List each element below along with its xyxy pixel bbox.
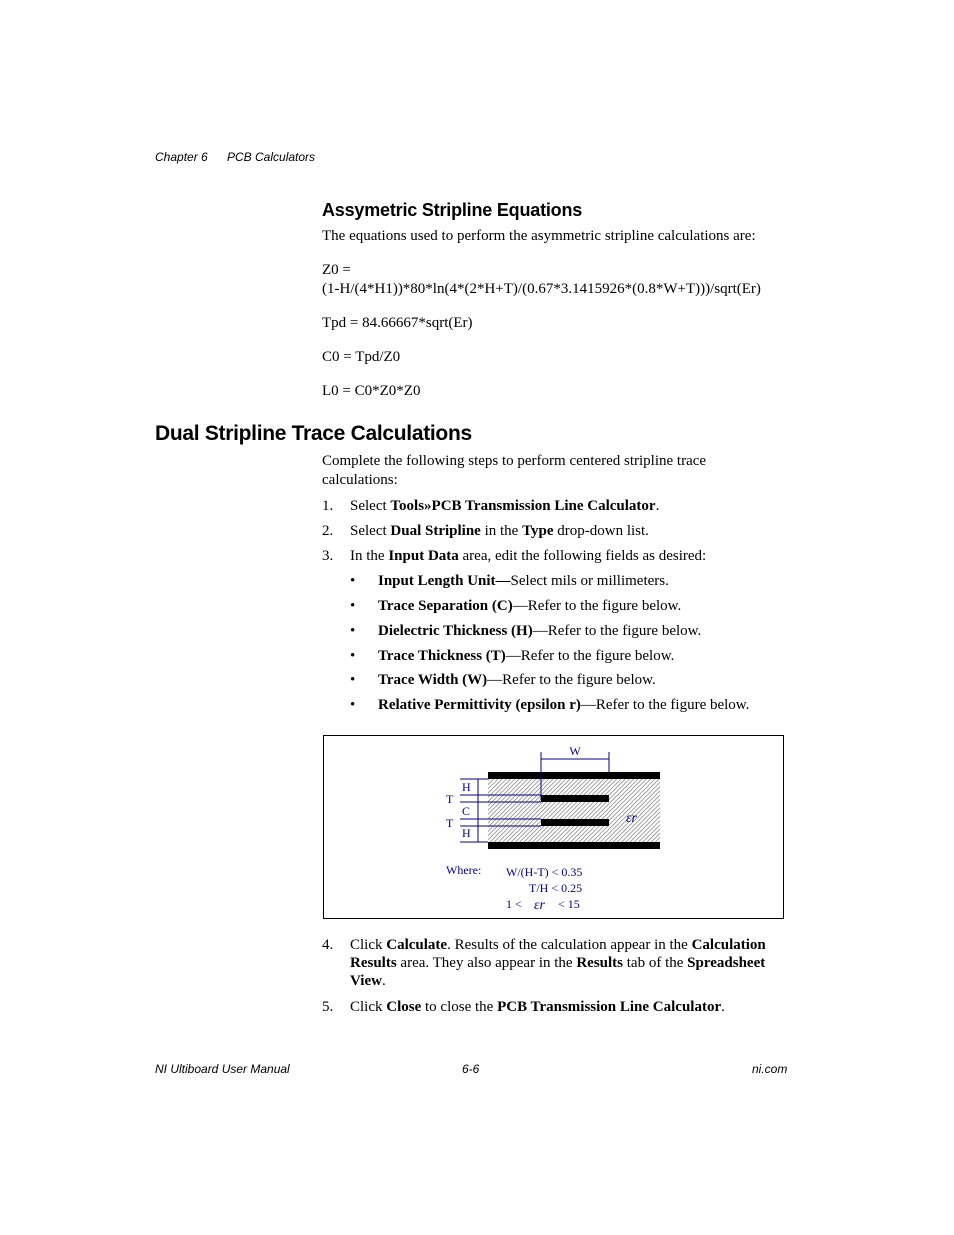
bullet-dot: • [350, 648, 356, 664]
bottom-ground-plane [488, 842, 660, 849]
view-name: View [350, 973, 382, 989]
button-name: Close [386, 999, 422, 1015]
bullet-dot: • [350, 697, 356, 713]
step-text: Click [350, 937, 387, 953]
step-text: to close the [421, 999, 498, 1015]
condition-er-lower: 1 < [506, 897, 522, 911]
equation-c0: C0 = Tpd/Z0 [322, 349, 401, 365]
bullet-label: Input Length Unit— [378, 573, 511, 589]
step-text: Select [350, 498, 391, 514]
equation-l0: L0 = C0*Z0*Z0 [322, 383, 421, 399]
top-ground-plane [488, 772, 660, 779]
bullet-dot: • [350, 672, 356, 688]
bullet-text: —Refer to the figure below. [505, 648, 675, 664]
label-h-top: H [462, 780, 471, 794]
menu-path: Tools»PCB Transmission Line Calculator [390, 498, 656, 514]
footer-manual-title: NI Ultiboard User Manual [155, 1062, 290, 1076]
step-text: area. They also appear in the [396, 955, 577, 971]
dialog-name: PCB Transmission Line Calculator [497, 999, 722, 1015]
step-text: tab of the [623, 955, 688, 971]
area-name: Input Data [388, 548, 459, 564]
footer-website: ni.com [752, 1062, 788, 1076]
step-4 [322, 936, 784, 996]
bullet-label: Trace Width (W) [378, 672, 488, 688]
section-heading-dual-stripline: Dual Stripline Trace Calculations [155, 422, 472, 445]
bullet-dot: • [350, 573, 356, 589]
dual-stripline-diagram [324, 736, 783, 918]
button-name: Calculate [386, 937, 448, 953]
equation-tpd: Tpd = 84.66667*sqrt(Er) [322, 315, 473, 331]
label-w: W [569, 744, 581, 758]
step-text: Click [350, 999, 387, 1015]
step-text: drop-down list. [553, 523, 649, 539]
equation-z0-label: Z0 = [322, 262, 351, 278]
equation-z0: (1-H/(4*H1))*80*ln(4*(2*H+T)/(0.67*3.1415926*(0.8*W+T)))/sqrt(Er) [322, 281, 761, 297]
running-header [155, 150, 315, 164]
lower-trace [541, 819, 609, 826]
label-c: C [462, 804, 471, 818]
upper-trace [541, 795, 609, 802]
bullet-label: Relative Permittivity (epsilon r) [378, 697, 581, 713]
step-text: area, edit the following fields as desired: [458, 548, 707, 564]
label-t-top: T [446, 792, 454, 806]
bullet-text: —Refer to the figure below. [532, 623, 702, 639]
chapter-label: Chapter 6 [155, 150, 208, 164]
section-intro: The equations used to perform the asymmetric stripline calculations are: [322, 228, 756, 244]
bullet-text: —Refer to the figure below. [580, 697, 750, 713]
label-where: Where: [446, 863, 482, 877]
step-text: . [721, 999, 725, 1015]
option-name: Dual Stripline [390, 523, 481, 539]
condition-w-ht: W/(H-T) < 0.35 [506, 865, 583, 879]
dual-stripline-figure [323, 735, 784, 919]
bullet-text: Select mils or millimeters. [510, 573, 669, 589]
step-text: in the [480, 523, 523, 539]
area-name: Results [350, 955, 397, 971]
step-number: 5. [322, 999, 334, 1015]
label-t-bottom: T [446, 816, 454, 830]
tab-name: Results [576, 955, 623, 971]
condition-t-h: T/H < 0.25 [529, 881, 583, 895]
bullet-label: Trace Thickness (T) [378, 648, 506, 664]
bullet-dot: • [350, 623, 356, 639]
step-number: 1. [322, 498, 334, 514]
section2-intro-line1: Complete the following steps to perform centered stripline trace [322, 453, 707, 469]
step-text: . Results of the calculation appear in the [447, 937, 692, 953]
section-heading-assymetric: Assymetric Stripline Equations [322, 200, 583, 220]
bullet-label: Dielectric Thickness (H) [378, 623, 533, 639]
step-number: 4. [322, 937, 334, 953]
footer-page-number: 6-6 [462, 1062, 480, 1076]
step-text: In the [350, 548, 389, 564]
step-text: . [381, 973, 386, 989]
chapter-title: PCB Calculators [227, 150, 316, 164]
field-name: Type [522, 523, 554, 539]
step-text: Select [350, 523, 391, 539]
section2-intro-line2: calculations: [322, 472, 398, 488]
step-number: 2. [322, 523, 334, 539]
condition-epsilon-r: εr [534, 898, 545, 913]
label-epsilon-r: εr [626, 811, 637, 826]
bullet-text: —Refer to the figure below. [512, 598, 682, 614]
bullet-label: Trace Separation (C) [378, 598, 513, 614]
view-name: Spreadsheet [687, 955, 766, 971]
area-name: Calculation [691, 937, 766, 953]
bullet-dot: • [350, 598, 356, 614]
step-text: . [655, 498, 660, 514]
condition-er-upper: < 15 [558, 897, 580, 911]
bullet-text: —Refer to the figure below. [487, 672, 656, 688]
label-h-bottom: H [462, 826, 471, 840]
step-number: 3. [322, 548, 334, 564]
